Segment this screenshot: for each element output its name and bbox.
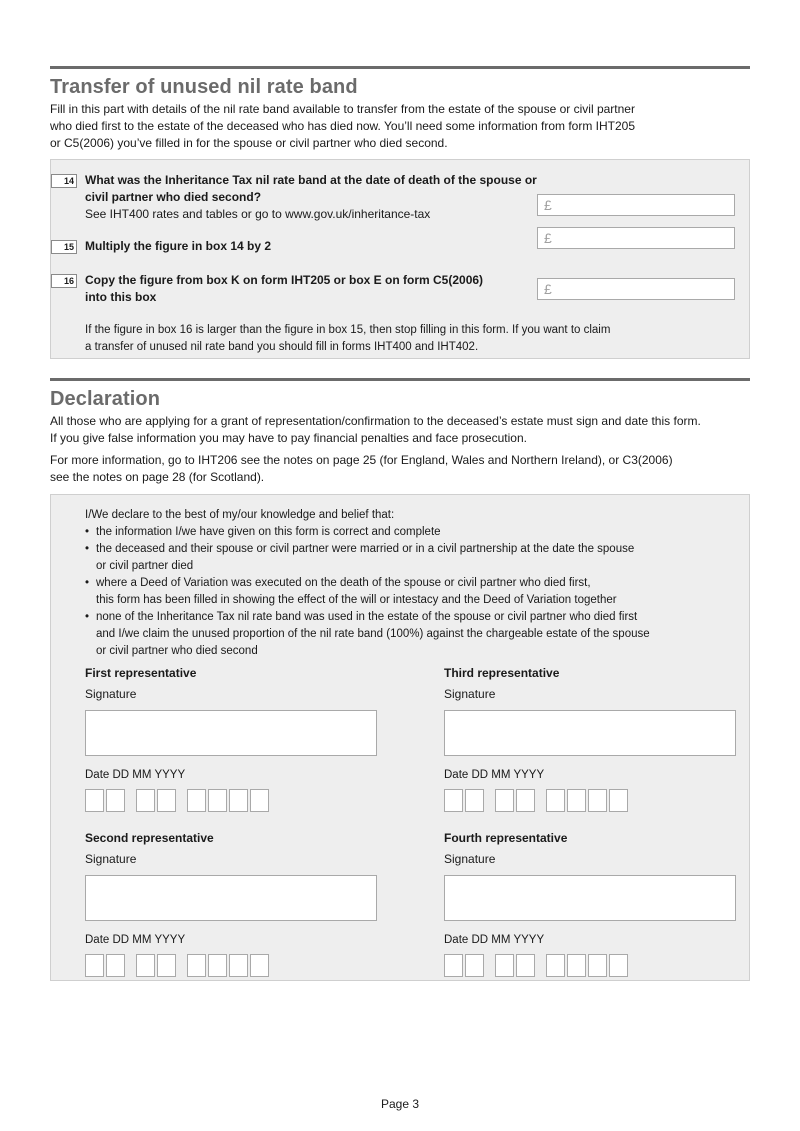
signature-label: Signature	[444, 687, 496, 701]
representative-title: Second representative	[85, 831, 214, 845]
date-day-digit[interactable]	[444, 789, 463, 812]
date-day-digit[interactable]	[465, 954, 484, 977]
date-input-group	[85, 789, 377, 813]
date-input-group	[444, 954, 736, 978]
nil-rate-band-panel	[50, 159, 750, 359]
date-year-digit[interactable]	[250, 954, 269, 977]
section-title: Transfer of unused nil rate band	[50, 76, 358, 98]
date-year-digit[interactable]	[546, 789, 565, 812]
question-15: Multiply the figure in box 14 by 2	[85, 239, 272, 253]
date-month-digit[interactable]	[157, 954, 176, 977]
pound-sign: £	[544, 230, 552, 246]
date-input-group	[444, 789, 736, 813]
date-day-digit[interactable]	[85, 789, 104, 812]
second-representative	[85, 830, 377, 978]
date-day-digit[interactable]	[106, 954, 125, 977]
date-day-digit[interactable]	[106, 789, 125, 812]
box-number-16: 16	[51, 274, 77, 288]
section-rule	[50, 378, 750, 381]
representative-title: First representative	[85, 666, 197, 680]
list-item: • where a Deed of Variation was executed on the death of the spouse or civil partner who died first, this form has been filled in showing the effect of the will or intestacy and the Deed of Variation together	[85, 575, 705, 609]
date-label: Date DD MM YYYY	[85, 769, 186, 781]
date-year-digit[interactable]	[208, 954, 227, 977]
signature-label: Signature	[85, 852, 137, 866]
question-16: Copy the figure from box K on form IHT205 or box E on form C5(2006) into this box	[85, 273, 484, 304]
date-month-digit[interactable]	[516, 789, 535, 812]
signature-label: Signature	[85, 687, 137, 701]
date-month-digit[interactable]	[495, 789, 514, 812]
date-year-digit[interactable]	[187, 789, 206, 812]
date-day-digit[interactable]	[465, 789, 484, 812]
date-year-digit[interactable]	[609, 954, 628, 977]
date-year-digit[interactable]	[208, 789, 227, 812]
section-intro: Fill in this part with details of the nil rate band available to transfer from the estate of the spouse or civil partner who died first to the estate of the deceased who has died now. You’ll need some information from form IHT205 or C5(2006) you’ve filled in for the spouse or civil partner who died second.	[50, 102, 636, 150]
representative-title: Fourth representative	[444, 831, 568, 845]
first-representative	[85, 665, 377, 813]
date-day-digit[interactable]	[444, 954, 463, 977]
section-title: Declaration	[50, 388, 161, 410]
stop-note: If the figure in box 16 is larger than the figure in box 15, then stop filling in this form. If you want to claim a transfer of unused nil rate band you should fill in forms IHT400 and IHT402.	[85, 324, 611, 353]
fourth-representative	[444, 830, 736, 978]
signature-box[interactable]	[444, 710, 736, 756]
date-year-digit[interactable]	[588, 954, 607, 977]
date-input-group	[85, 954, 377, 978]
box-number-14: 14	[51, 174, 77, 188]
date-year-digit[interactable]	[567, 954, 586, 977]
date-label: Date DD MM YYYY	[444, 934, 545, 946]
date-year-digit[interactable]	[546, 954, 565, 977]
date-label: Date DD MM YYYY	[444, 769, 545, 781]
list-item: • none of the Inheritance Tax nil rate band was used in the estate of the spouse or civil partner who died first and I/we claim the unused proportion of the nil rate band (100%) against the chargeable estate of the spouse or civil partner who died second	[85, 609, 705, 660]
date-month-digit[interactable]	[136, 789, 155, 812]
signature-box[interactable]	[444, 875, 736, 921]
section-rule	[50, 66, 750, 69]
date-month-digit[interactable]	[157, 789, 176, 812]
more-info: For more information, go to IHT206 see the notes on page 25 (for England, Wales and Northern Ireland), or C3(2006) see the notes on page 28 (for Scotland).	[50, 453, 673, 484]
declaration-list	[85, 524, 705, 660]
date-month-digit[interactable]	[516, 954, 535, 977]
signature-label: Signature	[444, 852, 496, 866]
declaration-statement: I/We declare to the best of my/our knowledge and belief that:	[85, 509, 395, 521]
page-number: Page 3	[380, 1097, 420, 1111]
date-year-digit[interactable]	[250, 789, 269, 812]
date-label: Date DD MM YYYY	[85, 934, 186, 946]
date-year-digit[interactable]	[567, 789, 586, 812]
declaration-intro: All those who are applying for a grant of representation/confirmation to the deceased’s estate must sign and date this form. If you give false information you may have to pay financial penalties and face prosecution.	[50, 414, 701, 445]
date-year-digit[interactable]	[187, 954, 206, 977]
box-15-amount-input[interactable]	[537, 227, 735, 249]
list-item: • the deceased and their spouse or civil partner were married or in a civil partnership at the date the spouse or civil partner died	[85, 541, 705, 575]
representative-title: Third representative	[444, 666, 560, 680]
pound-sign: £	[544, 281, 552, 297]
box-16-amount-input[interactable]	[537, 278, 735, 300]
date-month-digit[interactable]	[495, 954, 514, 977]
date-year-digit[interactable]	[229, 954, 248, 977]
date-year-digit[interactable]	[588, 789, 607, 812]
date-year-digit[interactable]	[609, 789, 628, 812]
date-month-digit[interactable]	[136, 954, 155, 977]
box-number-15: 15	[51, 240, 77, 254]
date-day-digit[interactable]	[85, 954, 104, 977]
question-14: What was the Inheritance Tax nil rate band at the date of death of the spouse or civil partner who died second? See IHT400 rates and tables or go to www.gov.uk/inheritance-tax	[85, 173, 537, 221]
declaration-panel	[50, 494, 750, 981]
list-item: • the information I/we have given on this form is correct and complete	[85, 524, 705, 541]
box-14-amount-input[interactable]	[537, 194, 735, 216]
pound-sign: £	[544, 197, 552, 213]
signature-box[interactable]	[85, 875, 377, 921]
question-14-hint: See IHT400 rates and tables or go to www.gov.uk/inheritance-tax	[85, 207, 431, 221]
signature-box[interactable]	[85, 710, 377, 756]
third-representative	[444, 665, 736, 813]
date-year-digit[interactable]	[229, 789, 248, 812]
